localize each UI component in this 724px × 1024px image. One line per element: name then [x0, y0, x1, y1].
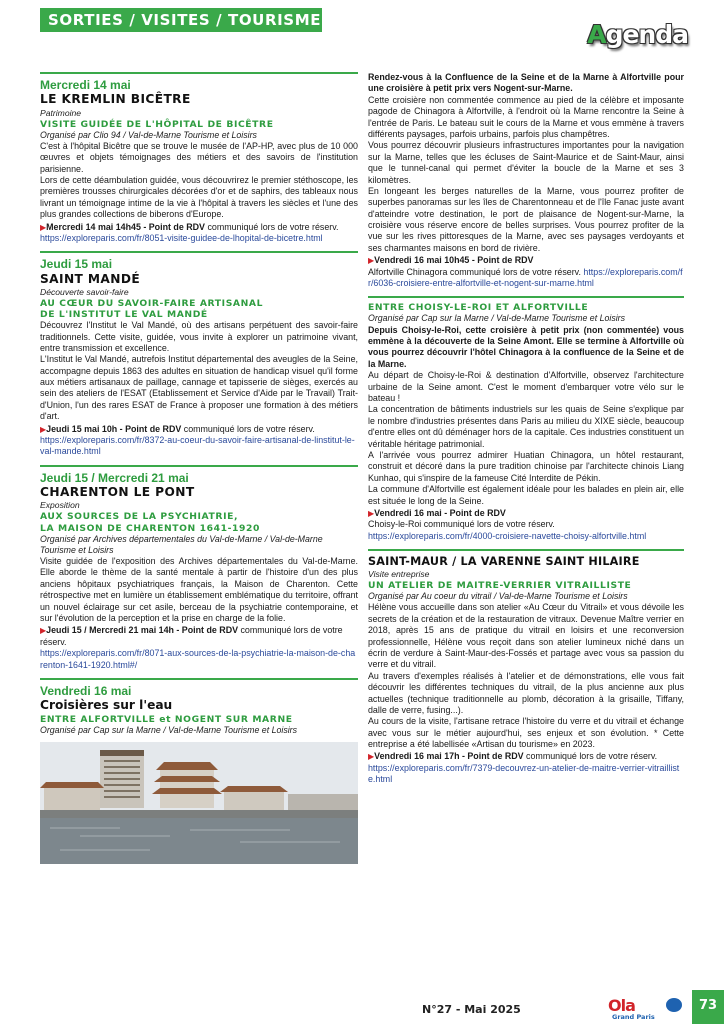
right-column	[368, 72, 684, 984]
event-link[interactable]: https://exploreparis.com/fr/4000-croisiere-navette-choisy-alfortville.html	[368, 530, 647, 541]
issue-number: N°27 - Mai 2025	[422, 1003, 521, 1016]
event-venue: SAINT-MAUR / LA VARENNE SAINT HILAIRE	[368, 555, 640, 569]
agenda-logo-rest: genda	[605, 20, 688, 49]
event-title-line-2: DE L'INSTITUT LE VAL MANDÉ	[40, 309, 208, 321]
event-description: Hélène vous accueille dans son atelier «Au Cœur du Vitrail» et vous dévoile les secrets de la création et de la restauration de vitraux. Devenue Maître verrier en 2018, après 15 ans de pratique du vitrail en loisirs et une reconversion professionnelle, Hélène vous reçoit dans son atelier lumineux niché dans un écrin de verdure à Saint-Maur-des-Fossés et partage avec vous sa passion du verre et du vitrail.	[368, 602, 684, 670]
arrow-right-icon: ▶	[40, 222, 47, 232]
event-separator	[40, 251, 358, 253]
event-description: L'Institut le Val Mandé, autrefois Institut départemental des aveugles de la Seine, accompagne depuis 1863 des adultes en situation de handicap visuel qu'il forme aux métiers artisanaux de paillage, cannage et tapisserie de sièges, exercés au sein des ateliers de l'ESAT (Etablissement et Service d'Aide par le Travail) Trait-d'Union, l'un des rares ESAT de France à proposer une formation à des métiers d'art.	[40, 354, 358, 422]
logo-subtitle: Grand Paris	[612, 1013, 655, 1021]
event-venue: Croisières sur l'eau	[40, 698, 173, 713]
logo-wordmark: Ola	[608, 996, 635, 1015]
chinagora-photo	[40, 742, 358, 864]
page-number: 73	[698, 998, 718, 1013]
event-description: Cette croisière non commentée commence au pied de la célèbre et imposante pagode de Chinagora à Alfortville, à l'endroit où la Marne rencontre la Seine à l'entrée de Paris. Le bateau suit le cours de la Marne et vous emmène à travers différents paysages, parfois urbains, parfois plus champêtres.	[368, 94, 684, 139]
event-description: Visite guidée de l'exposition des Archives départementales du Val-de-Marne. Elle aborde le thème de la santé mentale à partir de l'histoire d'un des plus anciens hôpitaux psychiatriques français, la Maison de Charenton. Cette rétrospective met en lumière un établissement emblématique du territoire, offrant un nouvel éclairage sur cet asile, berceau de la psychiatrie contemporaine, et sur l'évolution de la perception et la prise en charge de la folie.	[40, 556, 358, 623]
event-rdv	[40, 424, 358, 435]
event-description: Au travers d'exemples réalisés à l'atelier et de démonstrations, elle vous fait découvrir les différentes techniques du vitrail, de la plus ancienne aux plus actuelles (technique traditionnelle au plomb, décoration à la grisaille, Tiffany, dalle de verre, fusing...).	[368, 670, 684, 715]
event-organizer: Organisé par Cap sur la Marne / Val-de-Marne Tourisme et Loisirs	[40, 724, 298, 735]
event-date: Jeudi 15 mai	[40, 257, 113, 272]
event-rdv	[368, 751, 684, 762]
event-link[interactable]: https://exploreparis.com/fr/6036-croisiere-entre-alfortville-et-nogent-sur-marne.html	[368, 266, 683, 289]
event-organizer: Organisé par Cap sur la Marne / Val-de-Marne Tourisme et Loisirs	[368, 313, 626, 324]
event-category: Découverte savoir-faire	[40, 287, 129, 298]
event-category: Exposition	[40, 500, 80, 511]
event-title-line-1: AUX SOURCES DE LA PSYCHIATRIE,	[40, 511, 239, 523]
event-venue: SAINT MANDÉ	[40, 271, 141, 286]
arrow-right-icon: ▶	[368, 256, 375, 266]
event-category: Visite entreprise	[368, 569, 430, 580]
event-venue: LE KREMLIN BICÊTRE	[40, 92, 191, 107]
arrow-right-icon: ▶	[40, 424, 47, 434]
event-rdv	[368, 508, 684, 519]
event-rdv	[40, 625, 358, 648]
event-title-line-2: LA MAISON DE CHARENTON 1641-1920	[40, 522, 260, 534]
event-description: Au cours de la visite, l'artisane retrace l'histoire du verre et du vitrail et échange avec vous sur le métier aujourd'hui, ses enjeux et son évolution. * Cette entreprise a été labellisée «Artisan du tourisme» en 2023.	[368, 716, 684, 750]
chinagora-building-illustration	[40, 742, 358, 864]
event-saint-maur	[368, 549, 684, 786]
event-description: Découvrez l'Institut le Val Mandé, où des artisans perpétuent des savoir-faire traditionnels. Cette visite, guidée, vous invite à explorer un patrimoine vivant, entre transmission et excellence.	[40, 320, 358, 353]
event-title-line-1: AU CŒUR DU SAVOIR-FAIRE ARTISANAL	[40, 298, 264, 310]
event-link[interactable]: https://exploreparis.com/fr/7379-decouvrez-un-atelier-de-maitre-verrier-vitrailliste.html	[368, 762, 680, 785]
agenda-logo	[587, 20, 688, 49]
event-organizer: Organisé par Clio 94 / Val-de-Marne Tourisme et Loisirs	[40, 129, 257, 140]
rdv-time: Vendredi 16 mai - Point de RDV	[374, 507, 506, 518]
event-date: Jeudi 15 / Mercredi 21 mai	[40, 470, 189, 485]
event-separator	[40, 678, 358, 680]
event-description: La commune d'Alfortville est également idéale pour les balades en plein air, elle est située le long de la Seine.	[368, 484, 684, 506]
event-date: Vendredi 16 mai	[40, 683, 132, 698]
event-bicetre	[40, 72, 358, 244]
event-intro: Rendez-vous à la Confluence de la Seine et de la Marne à Alfortville pour une croisière à petit prix vers Nogent-sur-Marne.	[368, 72, 684, 94]
rdv-time: Jeudi 15 / Mercredi 21 mai 14h - Point de RDV	[46, 625, 239, 636]
rdv-time: Mercredi 14 mai 14h45 - Point de RDV	[46, 221, 205, 232]
event-charenton	[40, 465, 358, 671]
agenda-logo-initial: A	[587, 20, 606, 49]
event-croisiere-nogent	[368, 72, 684, 289]
event-date: Mercredi 14 mai	[40, 78, 131, 92]
event-category: Patrimoine	[40, 107, 82, 118]
event-croisieres	[40, 678, 358, 864]
event-description: Lors de cette déambulation guidée, vous découvrirez le premier stéthoscope, les premières trousses chirurgicales décorées d'or et de saphirs, des tableaux nous livrant un témoignage intime de la vie à l'hôpital à travers les siècles et l'une des plus grandes collections de biberons d'Europe.	[40, 175, 358, 220]
event-title: UN ATELIER DE MAITRE-VERRIER VITRAILLISTE	[368, 580, 632, 592]
event-separator	[368, 549, 684, 551]
rdv-note: communiqué lors de votre réserv.	[181, 423, 315, 434]
rdv-time: Vendredi 16 mai 10h45 - Point de RDV	[374, 255, 534, 266]
event-venue: CHARENTON LE PONT	[40, 485, 195, 500]
event-organizer: Organisé par Archives départementales du Val-de-Marne / Val-de-Marne Tourisme et Loisirs	[40, 533, 323, 555]
event-rdv	[40, 222, 358, 233]
event-description: A l'arrivée vous pourrez admirer Huatian Chinagora, un hôtel restaurant, construit et décoré dans la pure tradition chinoise par l'architecte chinois Liang Kunhao, qui s'inspire de la fameuse Cité Interdite de Pékin.	[368, 450, 684, 483]
rdv-note: communiqué lors de votre réserv.	[204, 221, 339, 232]
event-rdv	[368, 255, 684, 266]
rdv-note: communiqué lors de votre réserv.	[40, 625, 343, 647]
rdv-time: Jeudi 15 mai 10h - Point de RDV	[46, 423, 182, 434]
event-saint-mande	[40, 251, 358, 457]
rdv-note: Choisy-le-Roi communiqué lors de votre réserv.	[368, 519, 555, 530]
arrow-right-icon: ▶	[368, 752, 375, 762]
arrow-right-icon: ▶	[368, 508, 375, 518]
event-choisy	[368, 296, 684, 542]
rdv-note: Alfortville Chinagora communiqué lors de votre réserv.	[368, 266, 584, 277]
rdv-note: communiqué lors de votre réserv.	[523, 751, 658, 762]
rdv-time: Vendredi 16 mai 17h - Point de RDV	[374, 751, 524, 762]
event-description: La concentration de bâtiments industriels sur les quais de Seine s'explique par le nombre d'industries présentes dans Paris au milieu du XIXE siècle, beaucoup d'entre elles ont dû déménager hors de la capitale. Ces industries constituent un véritable héritage patrimonial.	[368, 404, 684, 449]
event-link[interactable]: https://exploreparis.com/fr/8372-au-coeur-du-savoir-faire-artisanal-de-linstitut-le-val-mande.html	[40, 435, 355, 457]
magazine-logo	[606, 996, 686, 1022]
event-separator	[40, 72, 358, 74]
event-title: VISITE GUIDÉE DE L'HÔPITAL DE BICÊTRE	[40, 118, 274, 130]
event-description: Vous pourrez découvrir plusieurs infrastructures importantes pour la navigation sur la Marne, telles que les écluses de Saint-Maurice et de Saint-Maur, ainsi que le tunnel-canal qui permet d'éviter la boucle de la Marne et ses 3 kilomètres.	[368, 140, 684, 185]
section-title: SORTIES / VISITES / TOURISME	[48, 11, 322, 29]
event-rdv-details	[368, 267, 684, 290]
event-link[interactable]: https://exploreparis.com/fr/8051-visite-guidee-de-lhopital-de-bicetre.html	[40, 233, 323, 244]
logo-circle-icon	[666, 998, 682, 1012]
event-description: Au départ de Choisy-le-Roi & destination d'Alfortville, observez l'architecture urbaine de la Seine amont. C'est le moment d'embarquer votre vélo sur le bateau !	[368, 370, 684, 404]
arrow-right-icon: ▶	[40, 626, 47, 636]
event-link[interactable]: https://exploreparis.com/fr/8071-aux-sources-de-la-psychiatrie-la-maison-de-charenton-1641-1920.html#/	[40, 648, 356, 670]
event-description: En longeant les berges naturelles de la Marne, vous pourrez profiter de superbes panoramas sur les îles de Charentonneau et de l'île Fanac juste avant d'atteindre votre destination, le port de plaisance de Nogent-sur-Marne, la croisière vous réserve encore de belles surprises. Vous pourrez profiter de la vue sur les rives pittoresques de la Marne, avec ses paysages verdoyants et ses charmantes maisons en bord de rivière.	[368, 185, 684, 253]
event-title: ENTRE CHOISY-LE-ROI ET ALFORTVILLE	[368, 302, 589, 314]
event-intro: Depuis Choisy-le-Roi, cette croisière à petit prix (non commentée) vous emmène à la découverte de la Seine Amont. Elle se termine à Alfortville où vous pourrez découvrir l'hôtel Chinagora à la confluence de la Seine et de la Marne.	[368, 324, 684, 369]
event-title: ENTRE ALFORTVILLE et NOGENT SUR MARNE	[40, 713, 293, 725]
event-separator	[368, 296, 684, 298]
event-organizer: Organisé par Au coeur du vitrail / Val-de-Marne Tourisme et Loisirs	[368, 591, 628, 602]
event-description: C'est à l'hôpital Bicêtre que se trouve le musée de l'AP-HP, avec plus de 10 000 œuvres et objets témoignages des métiers et des savoirs de l'institution parisienne.	[40, 140, 358, 174]
left-column	[40, 72, 358, 984]
event-separator	[40, 465, 358, 467]
